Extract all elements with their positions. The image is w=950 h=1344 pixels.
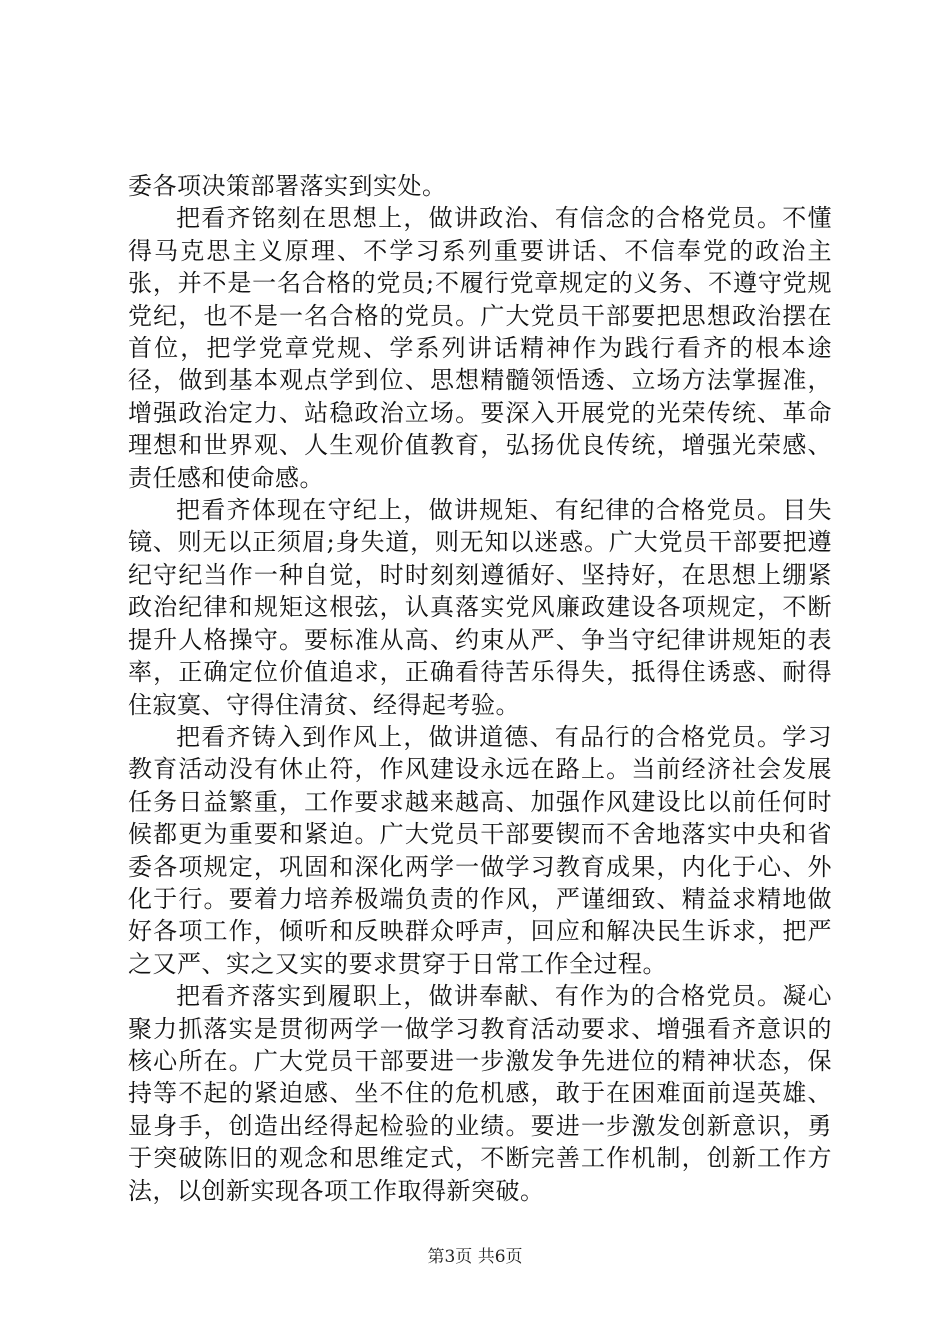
document-body	[128, 170, 832, 1207]
paragraph-discipline: 把看齐体现在守纪上，做讲规矩、有纪律的合格党员。目失镜、则无以正须眉;身失道，则无知以迷惑。广大党员干部要把遵纪守纪当作一种自觉，时时刻刻遵循好、坚持好，在思想上绷紧政治纪律和规矩这根弦，认真落实党风廉政建设各项规定，不断提升人格操守。要标准从高、约束从严、争当守纪律讲规矩的表率，正确定位价值追求，正确看待苦乐得失，抵得住诱惑、耐得住寂寞、守得住清贫、经得起考验。	[128, 496, 832, 719]
page-number-footer: 第3页 共6页	[427, 1247, 523, 1267]
paragraph-duty: 把看齐落实到履职上，做讲奉献、有作为的合格党员。凝心聚力抓落实是贯彻两学一做学习教育活动要求、增强看齐意识的核心所在。广大党员干部要进一步激发争先进位的精神状态，保持等不起的紧迫感、坐不住的危机感，敢于在困难面前逞英雄、显身手，创造出经得起检验的业绩。要进一步激发创新意识，勇于突破陈旧的观念和思维定式，不断完善工作机制，创新工作方法，以创新实现各项工作取得新突破。	[128, 982, 832, 1205]
paragraph-work-style: 把看齐铸入到作风上，做讲道德、有品行的合格党员。学习教育活动没有休止符，作风建设永远在路上。当前经济社会发展任务日益繁重，工作要求越来越高、加强作风建设比以前任何时候都更为重要和紧迫。广大党员干部要锲而不舍地落实中央和省委各项规定，巩固和深化两学一做学习教育成果，内化于心、外化于行。要着力培养极端负责的作风，严谨细致、精益求精地做好各项工作，倾听和反映群众呼声，回应和解决民生诉求，把严之又严、实之又实的要求贯穿于日常工作全过程。	[128, 722, 832, 978]
paragraph-ideology: 把看齐铭刻在思想上，做讲政治、有信念的合格党员。不懂得马克思主义原理、不学习系列重要讲话、不信奉党的政治主张，并不是一名合格的党员;不履行党章规定的义务、不遵守党规党纪，也不是一名合格的党员。广大党员干部要把思想政治摆在首位，把学党章党规、学系列讲话精神作为践行看齐的根本途径，做到基本观点学到位、思想精髓领悟透、立场方法掌握准，增强政治定力、站稳政治立场。要深入开展党的光荣传统、革命理想和世界观、人生观价值教育，弘扬优良传统，增强光荣感、责任感和使命感。	[128, 204, 832, 492]
paragraph-continuation: 委各项决策部署落实到实处。	[128, 172, 447, 200]
